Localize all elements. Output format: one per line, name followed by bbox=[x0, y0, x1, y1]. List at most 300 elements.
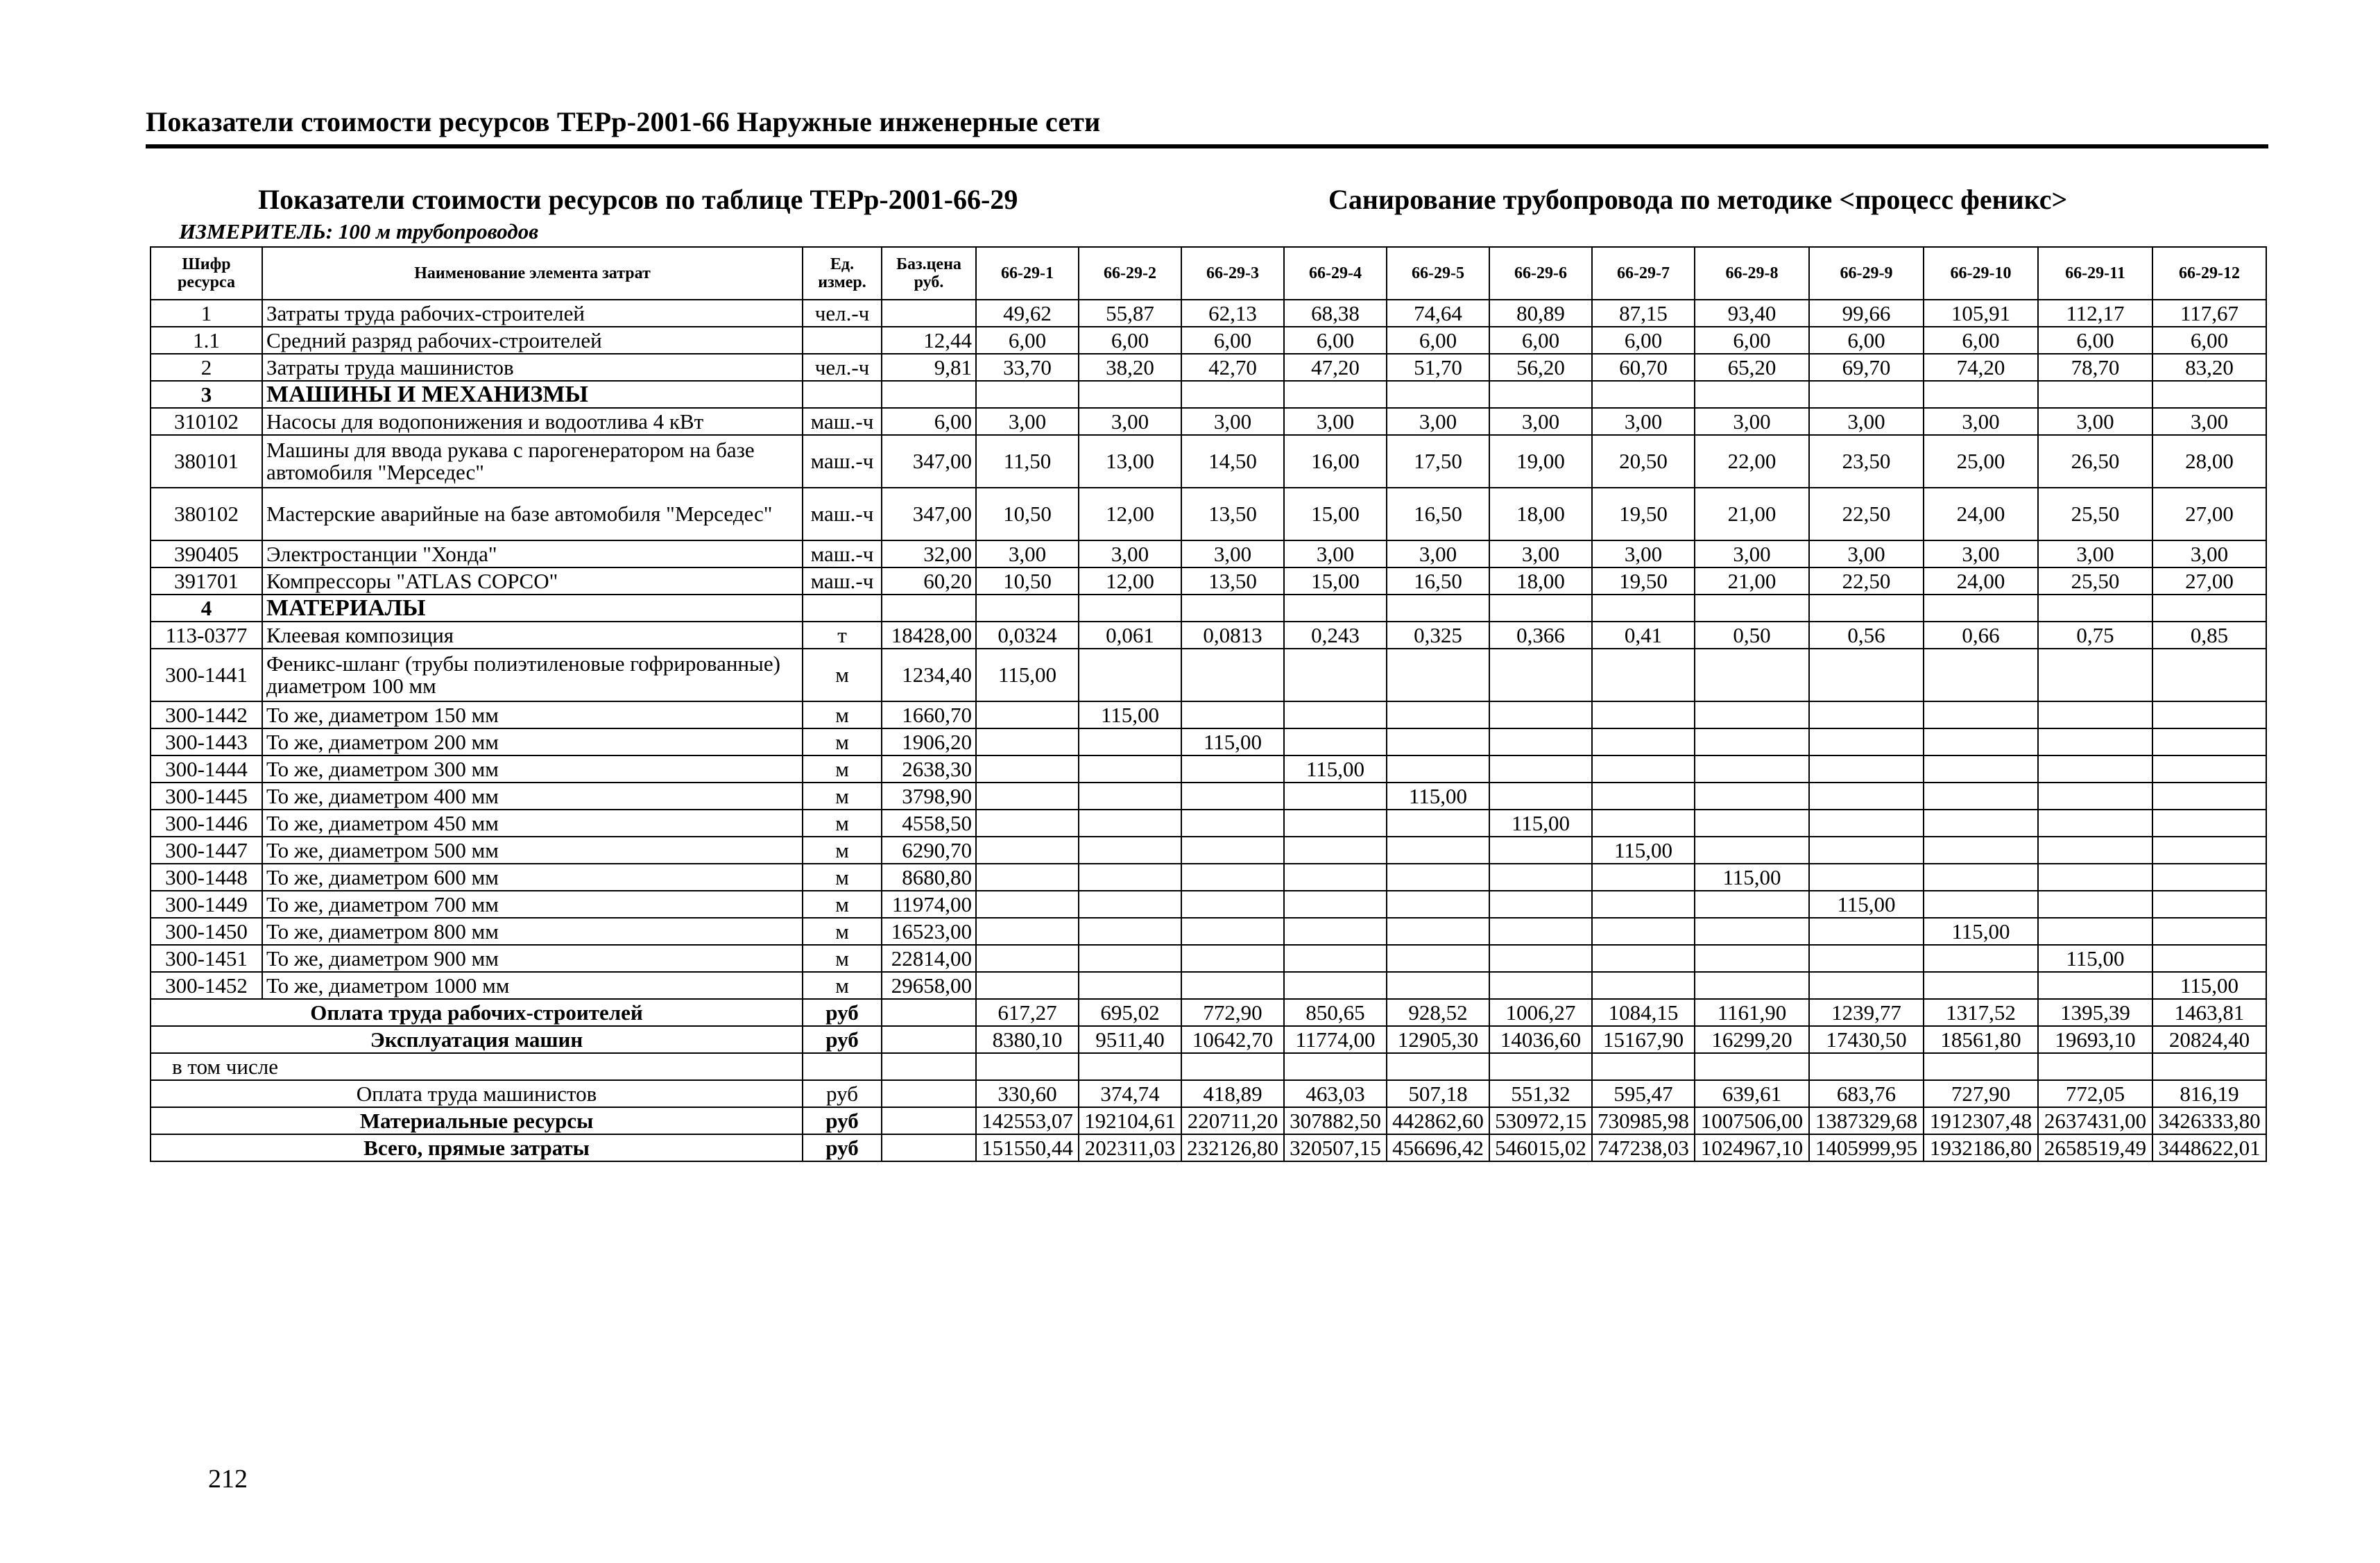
variant-value bbox=[1809, 945, 1924, 972]
summary-value: 1317,52 bbox=[1924, 999, 2038, 1026]
variant-value: 105,91 bbox=[1924, 300, 2038, 327]
summary-value: 1405999,95 bbox=[1809, 1134, 1924, 1161]
summary-value: 1912307,48 bbox=[1924, 1107, 2038, 1134]
summary-value: 747238,03 bbox=[1592, 1134, 1695, 1161]
variant-value bbox=[1924, 728, 2038, 755]
summary-row bbox=[151, 1107, 2266, 1134]
resource-unit: м bbox=[803, 728, 882, 755]
variant-value bbox=[1695, 701, 1809, 728]
summary-value: 192104,61 bbox=[1079, 1107, 1181, 1134]
variant-value bbox=[2152, 810, 2266, 837]
variant-value bbox=[1809, 918, 1924, 945]
variant-value bbox=[1809, 595, 1924, 622]
resource-name: МАШИНЫ И МЕХАНИЗМЫ bbox=[262, 381, 803, 408]
variant-value bbox=[1592, 728, 1695, 755]
resource-code: 310102 bbox=[151, 408, 262, 435]
resource-unit: маш.-ч bbox=[803, 488, 882, 540]
variant-value bbox=[2152, 864, 2266, 891]
variant-value bbox=[1924, 701, 2038, 728]
variant-value bbox=[1181, 891, 1284, 918]
variant-value bbox=[1079, 755, 1181, 783]
variant-value bbox=[1489, 918, 1592, 945]
summary-value: 2658519,49 bbox=[2038, 1134, 2152, 1161]
summary-value bbox=[976, 1053, 1079, 1080]
variant-value: 6,00 bbox=[1181, 327, 1284, 354]
resource-unit: м bbox=[803, 945, 882, 972]
resource-code: 300-1449 bbox=[151, 891, 262, 918]
variant-value bbox=[2038, 595, 2152, 622]
resource-name: Затраты труда рабочих-строителей bbox=[262, 300, 803, 327]
summary-value: 418,89 bbox=[1181, 1080, 1284, 1107]
resource-unit: м bbox=[803, 701, 882, 728]
variant-value: 17,50 bbox=[1387, 435, 1489, 488]
variant-value: 38,20 bbox=[1079, 354, 1181, 381]
variant-value: 3,00 bbox=[1695, 408, 1809, 435]
resource-name: То же, диаметром 800 мм bbox=[262, 918, 803, 945]
resource-code: 300-1447 bbox=[151, 837, 262, 864]
summary-value bbox=[2038, 1053, 2152, 1080]
variant-value: 16,00 bbox=[1284, 435, 1387, 488]
variant-value: 19,50 bbox=[1592, 567, 1695, 595]
resource-code: 380101 bbox=[151, 435, 262, 488]
table-row bbox=[151, 728, 2266, 755]
variant-value: 13,50 bbox=[1181, 488, 1284, 540]
summary-value bbox=[2152, 1053, 2266, 1080]
resource-code: 300-1452 bbox=[151, 972, 262, 999]
summary-value: 546015,02 bbox=[1489, 1134, 1592, 1161]
variant-value bbox=[976, 728, 1079, 755]
table-row bbox=[151, 945, 2266, 972]
summary-empty-price bbox=[882, 1026, 976, 1053]
variant-value bbox=[1809, 837, 1924, 864]
variant-value bbox=[1592, 701, 1695, 728]
col-header-name: Наименование элемента затрат bbox=[262, 247, 803, 300]
variant-value bbox=[1489, 945, 1592, 972]
base-price bbox=[882, 381, 976, 408]
summary-value: 8380,10 bbox=[976, 1026, 1079, 1053]
resource-unit: м bbox=[803, 649, 882, 701]
variant-value: 6,00 bbox=[1809, 327, 1924, 354]
summary-value: 456696,42 bbox=[1387, 1134, 1489, 1161]
table-row bbox=[151, 810, 2266, 837]
resource-name: То же, диаметром 150 мм bbox=[262, 701, 803, 728]
summary-value: 2637431,00 bbox=[2038, 1107, 2152, 1134]
resource-unit: чел.-ч bbox=[803, 300, 882, 327]
variant-value: 22,50 bbox=[1809, 488, 1924, 540]
summary-value: 151550,44 bbox=[976, 1134, 1079, 1161]
table-row bbox=[151, 918, 2266, 945]
summary-value: 232126,80 bbox=[1181, 1134, 1284, 1161]
summary-value: 1932186,80 bbox=[1924, 1134, 2038, 1161]
resource-unit: чел.-ч bbox=[803, 354, 882, 381]
base-price bbox=[882, 595, 976, 622]
base-price: 2638,30 bbox=[882, 755, 976, 783]
document-header: Показатели стоимости ресурсов ТЕРр-2001-66 Наружные инженерные сети bbox=[146, 106, 1101, 137]
summary-unit: руб bbox=[803, 1134, 882, 1161]
summary-value: 1387329,68 bbox=[1809, 1107, 1924, 1134]
variant-value: 3,00 bbox=[1695, 540, 1809, 567]
summary-value: 3448622,01 bbox=[2152, 1134, 2266, 1161]
variant-value: 3,00 bbox=[1181, 408, 1284, 435]
variant-value bbox=[2152, 728, 2266, 755]
variant-value bbox=[1924, 381, 2038, 408]
variant-value: 0,75 bbox=[2038, 622, 2152, 649]
table-row bbox=[151, 327, 2266, 354]
resource-name: То же, диаметром 500 мм bbox=[262, 837, 803, 864]
resource-unit: маш.-ч bbox=[803, 540, 882, 567]
variant-value bbox=[1387, 864, 1489, 891]
summary-value bbox=[1489, 1053, 1592, 1080]
variant-value: 3,00 bbox=[1489, 408, 1592, 435]
variant-value bbox=[1695, 728, 1809, 755]
resource-unit: маш.-ч bbox=[803, 408, 882, 435]
resource-name: То же, диаметром 300 мм bbox=[262, 755, 803, 783]
variant-value bbox=[2038, 701, 2152, 728]
base-price: 1234,40 bbox=[882, 649, 976, 701]
summary-value: 551,32 bbox=[1489, 1080, 1592, 1107]
variant-value bbox=[1284, 810, 1387, 837]
variant-value: 0,66 bbox=[1924, 622, 2038, 649]
summary-value: 595,47 bbox=[1592, 1080, 1695, 1107]
resource-unit bbox=[803, 327, 882, 354]
base-price: 347,00 bbox=[882, 488, 976, 540]
variant-value bbox=[1489, 728, 1592, 755]
variant-value: 0,0813 bbox=[1181, 622, 1284, 649]
table-row bbox=[151, 837, 2266, 864]
variant-value: 3,00 bbox=[976, 540, 1079, 567]
variant-value: 51,70 bbox=[1387, 354, 1489, 381]
variant-value: 3,00 bbox=[1387, 408, 1489, 435]
variant-value bbox=[1695, 918, 1809, 945]
variant-value: 6,00 bbox=[1592, 327, 1695, 354]
base-price: 9,81 bbox=[882, 354, 976, 381]
base-price: 11974,00 bbox=[882, 891, 976, 918]
base-price: 1660,70 bbox=[882, 701, 976, 728]
variant-value: 16,50 bbox=[1387, 567, 1489, 595]
summary-empty-price bbox=[882, 1134, 976, 1161]
variant-value bbox=[1387, 701, 1489, 728]
variant-value bbox=[1079, 810, 1181, 837]
summary-value: 639,61 bbox=[1695, 1080, 1809, 1107]
variant-value bbox=[1284, 864, 1387, 891]
summary-value: 727,90 bbox=[1924, 1080, 2038, 1107]
variant-value: 115,00 bbox=[1695, 864, 1809, 891]
variant-value bbox=[1181, 945, 1284, 972]
variant-value bbox=[1181, 810, 1284, 837]
resource-name: Средний разряд рабочих-строителей bbox=[262, 327, 803, 354]
summary-value: 202311,03 bbox=[1079, 1134, 1181, 1161]
variant-value bbox=[1489, 891, 1592, 918]
variant-value bbox=[1592, 381, 1695, 408]
summary-value: 142553,07 bbox=[976, 1107, 1079, 1134]
variant-value: 20,50 bbox=[1592, 435, 1695, 488]
col-header-price: Баз.цена руб. bbox=[882, 247, 976, 300]
base-price: 29658,00 bbox=[882, 972, 976, 999]
summary-value: 442862,60 bbox=[1387, 1107, 1489, 1134]
variant-value bbox=[2038, 810, 2152, 837]
variant-value: 3,00 bbox=[1387, 540, 1489, 567]
summary-value: 18561,80 bbox=[1924, 1026, 2038, 1053]
variant-value bbox=[1387, 891, 1489, 918]
variant-value bbox=[1181, 595, 1284, 622]
variant-value: 25,00 bbox=[1924, 435, 2038, 488]
variant-value bbox=[1592, 891, 1695, 918]
variant-value: 99,66 bbox=[1809, 300, 1924, 327]
base-price bbox=[882, 300, 976, 327]
variant-value bbox=[1284, 891, 1387, 918]
variant-value bbox=[1489, 381, 1592, 408]
variant-value bbox=[1387, 837, 1489, 864]
table-row bbox=[151, 595, 2266, 622]
variant-value: 6,00 bbox=[1924, 327, 2038, 354]
summary-value: 1024967,10 bbox=[1695, 1134, 1809, 1161]
variant-value bbox=[1079, 783, 1181, 810]
variant-value bbox=[1284, 595, 1387, 622]
variant-value bbox=[1387, 972, 1489, 999]
variant-value: 115,00 bbox=[1592, 837, 1695, 864]
variant-value bbox=[1181, 837, 1284, 864]
header-rule bbox=[146, 144, 2268, 148]
summary-label: в том числе bbox=[151, 1053, 803, 1080]
variant-value bbox=[1181, 755, 1284, 783]
variant-value: 0,41 bbox=[1592, 622, 1695, 649]
resource-code: 300-1441 bbox=[151, 649, 262, 701]
variant-value: 0,061 bbox=[1079, 622, 1181, 649]
resource-code: 4 bbox=[151, 595, 262, 622]
variant-value bbox=[1809, 728, 1924, 755]
variant-value bbox=[1924, 595, 2038, 622]
variant-value: 14,50 bbox=[1181, 435, 1284, 488]
variant-value bbox=[1181, 864, 1284, 891]
base-price: 6,00 bbox=[882, 408, 976, 435]
summary-value: 320507,15 bbox=[1284, 1134, 1387, 1161]
table-row bbox=[151, 972, 2266, 999]
resource-code: 391701 bbox=[151, 567, 262, 595]
resource-unit: м bbox=[803, 918, 882, 945]
variant-value: 115,00 bbox=[1809, 891, 1924, 918]
variant-value: 0,50 bbox=[1695, 622, 1809, 649]
resource-name: Клеевая композиция bbox=[262, 622, 803, 649]
variant-value bbox=[1387, 755, 1489, 783]
variant-value: 115,00 bbox=[1079, 701, 1181, 728]
col-header-variant: 66-29-2 bbox=[1079, 247, 1181, 300]
table-title: Показатели стоимости ресурсов по таблице ТЕРр-2001-66-29 bbox=[258, 184, 1018, 215]
variant-value: 22,00 bbox=[1695, 435, 1809, 488]
variant-value: 18,00 bbox=[1489, 488, 1592, 540]
summary-value: 11774,00 bbox=[1284, 1026, 1387, 1053]
variant-value bbox=[976, 864, 1079, 891]
resource-name: Феникс-шланг (трубы полиэтиленовые гофрированные) диаметром 100 мм bbox=[262, 649, 803, 701]
variant-value: 6,00 bbox=[1079, 327, 1181, 354]
variant-value bbox=[1489, 595, 1592, 622]
summary-label: Эксплуатация машин bbox=[151, 1026, 803, 1053]
variant-value bbox=[1489, 755, 1592, 783]
variant-value: 115,00 bbox=[1284, 755, 1387, 783]
summary-value bbox=[1695, 1053, 1809, 1080]
variant-value: 3,00 bbox=[1592, 540, 1695, 567]
resource-name: То же, диаметром 400 мм bbox=[262, 783, 803, 810]
variant-value: 23,50 bbox=[1809, 435, 1924, 488]
variant-value bbox=[1079, 837, 1181, 864]
col-header-variant: 66-29-4 bbox=[1284, 247, 1387, 300]
variant-value bbox=[976, 595, 1079, 622]
variant-value bbox=[1284, 972, 1387, 999]
variant-value: 3,00 bbox=[2038, 408, 2152, 435]
variant-value: 62,13 bbox=[1181, 300, 1284, 327]
variant-value bbox=[1809, 864, 1924, 891]
table-row bbox=[151, 435, 2266, 488]
variant-value: 115,00 bbox=[1489, 810, 1592, 837]
summary-value: 12905,30 bbox=[1387, 1026, 1489, 1053]
variant-value bbox=[1924, 837, 2038, 864]
variant-value bbox=[2152, 891, 2266, 918]
variant-value: 10,50 bbox=[976, 567, 1079, 595]
variant-value bbox=[1181, 381, 1284, 408]
summary-value: 9511,40 bbox=[1079, 1026, 1181, 1053]
resource-name: Насосы для водопонижения и водоотлива 4 кВт bbox=[262, 408, 803, 435]
resource-name: То же, диаметром 900 мм bbox=[262, 945, 803, 972]
resource-name: То же, диаметром 600 мм bbox=[262, 864, 803, 891]
col-header-code: Шифр ресурса bbox=[151, 247, 262, 300]
summary-unit: руб bbox=[803, 1080, 882, 1107]
variant-value bbox=[2038, 864, 2152, 891]
variant-value bbox=[1592, 810, 1695, 837]
resource-unit bbox=[803, 595, 882, 622]
variant-value: 12,00 bbox=[1079, 567, 1181, 595]
variant-value: 21,00 bbox=[1695, 488, 1809, 540]
page-number: 212 bbox=[208, 1464, 248, 1494]
base-price: 32,00 bbox=[882, 540, 976, 567]
summary-row bbox=[151, 1053, 2266, 1080]
resource-name: То же, диаметром 700 мм bbox=[262, 891, 803, 918]
table-header-row bbox=[151, 247, 2266, 300]
resource-unit: м bbox=[803, 891, 882, 918]
variant-value: 6,00 bbox=[1387, 327, 1489, 354]
variant-value bbox=[1695, 595, 1809, 622]
summary-value: 20824,40 bbox=[2152, 1026, 2266, 1053]
variant-value bbox=[1387, 918, 1489, 945]
resource-name: Машины для ввода рукава с парогенератором на базе автомобиля "Мерседес" bbox=[262, 435, 803, 488]
variant-value: 6,00 bbox=[1489, 327, 1592, 354]
variant-value bbox=[1489, 837, 1592, 864]
resource-unit: м bbox=[803, 783, 882, 810]
summary-value: 3426333,80 bbox=[2152, 1107, 2266, 1134]
variant-value bbox=[1592, 918, 1695, 945]
variant-value: 13,00 bbox=[1079, 435, 1181, 488]
table-row bbox=[151, 622, 2266, 649]
variant-value bbox=[1809, 783, 1924, 810]
variant-value bbox=[1489, 649, 1592, 701]
resource-unit bbox=[803, 381, 882, 408]
variant-value: 27,00 bbox=[2152, 567, 2266, 595]
variant-value bbox=[1284, 783, 1387, 810]
base-price: 3798,90 bbox=[882, 783, 976, 810]
variant-value bbox=[2152, 381, 2266, 408]
summary-label: Оплата труда рабочих-строителей bbox=[151, 999, 803, 1026]
variant-value: 3,00 bbox=[1924, 540, 2038, 567]
summary-unit: руб bbox=[803, 999, 882, 1026]
summary-row bbox=[151, 1026, 2266, 1053]
variant-value bbox=[1079, 891, 1181, 918]
variant-value bbox=[2038, 381, 2152, 408]
summary-value: 330,60 bbox=[976, 1080, 1079, 1107]
variant-value: 3,00 bbox=[1809, 408, 1924, 435]
resource-code: 1 bbox=[151, 300, 262, 327]
variant-value bbox=[1592, 783, 1695, 810]
variant-value bbox=[1181, 918, 1284, 945]
variant-value bbox=[976, 891, 1079, 918]
measure-unit: ИЗМЕРИТЕЛЬ: 100 м трубопроводов bbox=[179, 219, 539, 244]
variant-value bbox=[1695, 381, 1809, 408]
variant-value: 6,00 bbox=[976, 327, 1079, 354]
summary-label: Всего, прямые затраты bbox=[151, 1134, 803, 1161]
variant-value: 115,00 bbox=[2152, 972, 2266, 999]
method-title: Санирование трубопровода по методике <процесс феникс> bbox=[1328, 184, 2068, 215]
variant-value: 16,50 bbox=[1387, 488, 1489, 540]
summary-unit: руб bbox=[803, 1107, 882, 1134]
resource-unit: м bbox=[803, 972, 882, 999]
summary-value bbox=[1284, 1053, 1387, 1080]
variant-value bbox=[1592, 945, 1695, 972]
table-row bbox=[151, 381, 2266, 408]
resource-name: Мастерские аварийные на базе автомобиля "Мерседес" bbox=[262, 488, 803, 540]
variant-value: 6,00 bbox=[1284, 327, 1387, 354]
variant-value bbox=[2152, 945, 2266, 972]
variant-value bbox=[2152, 595, 2266, 622]
variant-value bbox=[2038, 728, 2152, 755]
summary-unit bbox=[803, 1053, 882, 1080]
summary-value: 695,02 bbox=[1079, 999, 1181, 1026]
resource-cost-table bbox=[150, 246, 2267, 1162]
variant-value: 10,50 bbox=[976, 488, 1079, 540]
variant-value bbox=[2038, 649, 2152, 701]
summary-row bbox=[151, 1134, 2266, 1161]
variant-value bbox=[1695, 837, 1809, 864]
table-row bbox=[151, 891, 2266, 918]
variant-value: 80,89 bbox=[1489, 300, 1592, 327]
summary-value bbox=[1924, 1053, 2038, 1080]
variant-value bbox=[1695, 945, 1809, 972]
variant-value bbox=[976, 381, 1079, 408]
summary-unit: руб bbox=[803, 1026, 882, 1053]
summary-value: 1239,77 bbox=[1809, 999, 1924, 1026]
base-price: 347,00 bbox=[882, 435, 976, 488]
summary-value: 1161,90 bbox=[1695, 999, 1809, 1026]
summary-value: 683,76 bbox=[1809, 1080, 1924, 1107]
variant-value: 115,00 bbox=[1387, 783, 1489, 810]
resource-code: 300-1442 bbox=[151, 701, 262, 728]
variant-value bbox=[1079, 918, 1181, 945]
resource-code: 2 bbox=[151, 354, 262, 381]
table-body bbox=[151, 300, 2266, 1161]
resource-name: Затраты труда машинистов bbox=[262, 354, 803, 381]
resource-code: 3 bbox=[151, 381, 262, 408]
summary-value: 220711,20 bbox=[1181, 1107, 1284, 1134]
table-row bbox=[151, 701, 2266, 728]
variant-value bbox=[2038, 837, 2152, 864]
resource-code: 300-1445 bbox=[151, 783, 262, 810]
base-price: 1906,20 bbox=[882, 728, 976, 755]
variant-value: 42,70 bbox=[1181, 354, 1284, 381]
col-header-variant: 66-29-11 bbox=[2038, 247, 2152, 300]
variant-value: 6,00 bbox=[2152, 327, 2266, 354]
variant-value: 0,85 bbox=[2152, 622, 2266, 649]
variant-value: 13,50 bbox=[1181, 567, 1284, 595]
summary-value bbox=[1079, 1053, 1181, 1080]
table-row bbox=[151, 354, 2266, 381]
table-row bbox=[151, 864, 2266, 891]
variant-value bbox=[1809, 810, 1924, 837]
